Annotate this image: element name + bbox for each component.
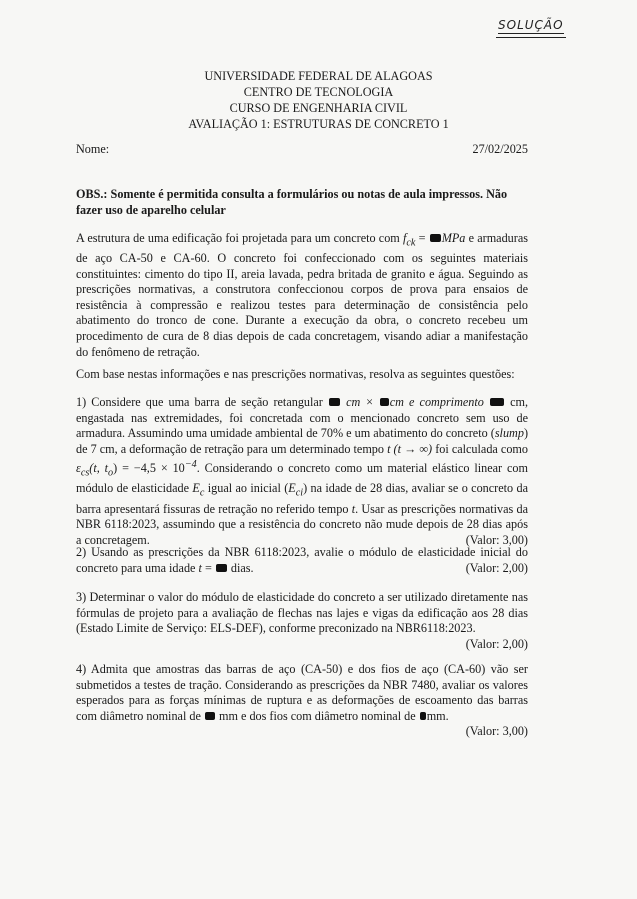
time-symbol: t [351,501,356,516]
q4-text: mm e dos fios com diâmetro nominal de [215,708,419,723]
q1-text: ) na idade de 28 dias, avaliar se o concreto da barra apresentará fissuras de retração no referido tempo [76,481,528,516]
redacted-value [205,712,215,720]
center-line: CENTRO DE TECNOLOGIA [243,85,394,99]
q1-value: (Valor: 3,00) [465,532,528,547]
q3-text: 3) Determinar o valor do módulo de elasticidade do concreto a ser utilizado diretamente nas fórmulas de projeto para a avaliação de flechas nas lajes e vigas da edificação aos 28 dias (Estado Limite de Serviço: ELS-DEF), conforme preconizado na NBR6118:2023. [76,590,528,636]
exam-date: 27/02/2025 [472,142,528,156]
name-label: Nome: [76,142,110,156]
q1-text: . Usar as prescrições normativas da NBR 6118:2023, assumindo que a resistência do concreto não mude depois de 28 dias após a concretagem. [76,501,528,547]
q1-text: 1) Considere que uma barra de seção retangular [76,395,328,409]
base-instruction: Com base nestas informações e nas prescrições normativas, resolva as seguintes questões: [76,367,515,381]
unit-cm: cm × [346,395,379,409]
redacted-value [380,398,389,406]
equals-sign: = [415,231,429,245]
time-symbol: t (t → ∞) [387,441,433,456]
redacted-value [216,564,227,572]
assessment-title: AVALIAÇÃO 1: ESTRUTURAS DE CONCRETO 1 [188,117,449,131]
q1-text: igual ao inicial ( [204,481,289,496]
q4-text: mm. [426,708,449,723]
student-meta [76,142,528,157]
mpa-unit: MPa [441,231,466,245]
intro-text-a: A estrutura de uma edificação foi projetada para um concreto com [76,231,403,245]
time-symbol: t [198,560,202,575]
q2-value: (Valor: 2,00) [465,560,528,575]
q1-text: . Considerando o concreto como um material elástico linear com módulo de elasticidade [76,461,528,496]
question-1 [76,395,528,548]
q1-text: foi calculada como [432,441,528,456]
q2-text: dias. [227,560,254,575]
equals-sign: = [201,560,215,575]
fck-symbol: $f_{ck}$ [402,231,416,249]
redacted-value [430,234,441,242]
course-line: CURSO DE ENGENHARIA CIVIL [229,101,408,115]
q1-text: ) de 7 cm, a deformação de retração para um determinado tempo [76,426,528,456]
q4-value: (Valor: 3,00) [465,724,528,739]
shrinkage-formula: $\varepsilon_{cs}(t$, $t_o) = -4,5 \times 10^{-4}$ [76,459,197,479]
q4-text: 4) Admita que amostras das barras de aço (CA-50) e dos fios de aço (CA-60) vão ser submetidos a testes de tração. Considerando as prescrições da NBR 7480, avaliar os valores esperados para as forças mínimas de ruptura e as deformações de escoamento das barras com diâmetro nominal de [76,662,528,723]
intro-paragraph [76,231,528,360]
redacted-value [329,398,340,406]
unit-cm: cm e comprimento [389,395,489,409]
redacted-value [490,398,504,406]
q1-text: cm, engastada nas extremidades, foi concretada com o mencionado concreto sem uso de armadura. Assumindo uma umidade ambiental de 70% e um abatimento do concreto ( [76,395,529,441]
q2-text: 2) Usando as prescrições da NBR 6118:2023, avalie o módulo de elasticidade inicial do concreto para uma idade [76,545,528,575]
intro-text-b: e armaduras de aço CA-50 e CA-60. O concreto foi confeccionado com os seguintes materiais constituintes: cimento do tipo II, areia lavada, pedra britada de granito e água. Seguindo as prescrições normativas, a construtora confeccionou corpos de prova para ensaios de resistência à compressão e realizou testes para determinação de consistência pelo abatimento do tronco de cone. Durante a execução da obra, o concreto recebeu um procedimento de cura de 8 dias depois de cada concretagem, visando adiar a manifestação do fenômeno de retração. [76,231,528,359]
question-3 [76,590,528,652]
q3-value: (Valor: 2,00) [465,636,528,651]
question-2 [76,545,528,576]
redacted-value [420,712,426,720]
university-line: UNIVERSIDADE FEDERAL DE ALAGOAS [204,69,433,83]
observation-note: OBS.: Somente é permitida consulta a formulários ou notas de aula impressos. Não fazer uso de aparelho celular [76,187,508,217]
eci-symbol: $E_{ci}$ [288,481,304,499]
question-4 [76,662,528,740]
solution-stamp: SOLUÇÃO [498,18,564,32]
slump-term: slump [494,426,524,441]
exam-header [0,68,637,132]
ec-symbol: $E_c$ [192,481,205,499]
